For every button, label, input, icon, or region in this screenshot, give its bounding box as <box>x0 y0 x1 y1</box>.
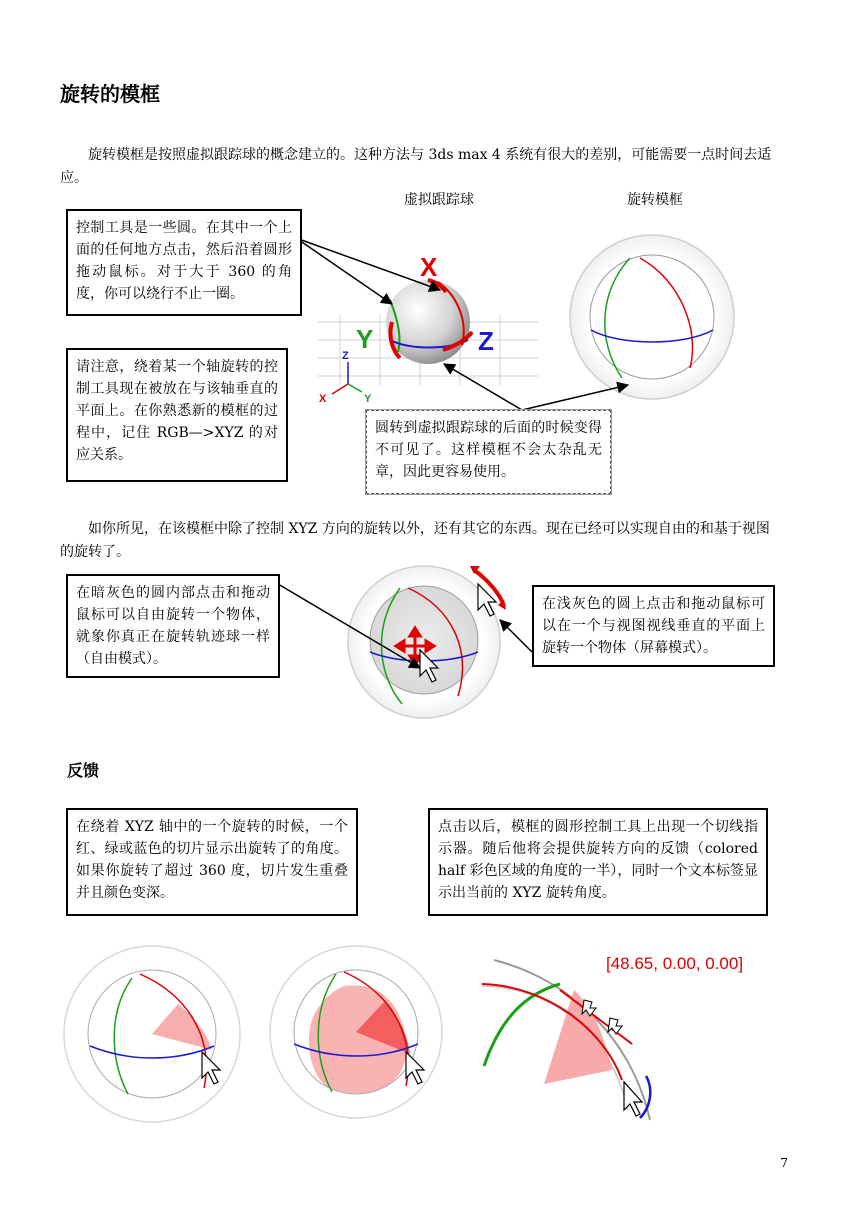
virtual-trackball <box>386 280 472 364</box>
modes-paragraph: 如你所见，在该模框中除了控制 XYZ 方向的旋转以外，还有其它的东西。现在已经可以实现自由的和基于视图的旋转了。 <box>60 521 770 560</box>
rotation-angle-label: [48.65, 0.00, 0.00] <box>606 954 744 973</box>
note-box-control-circles: 控制工具是一些圆。在其中一个上面的任何地方点击，然后沿着圆形拖动鼠标。对于大于 360 的角度，你可以绕行不止一圈。 <box>66 209 302 316</box>
note-box-free-mode: 在暗灰色的圆内部点击和拖动鼠标可以自由旋转一个物体，就象你真正在旋转轨迹球一样（自由模式）。 <box>66 574 280 678</box>
axis-tripod-icon <box>332 362 362 394</box>
tripod-label-x: X <box>319 393 327 405</box>
section-title-rotation-gizmo: 旋转的模框 <box>60 82 160 106</box>
caption-virtual-trackball: 虚拟跟踪球 <box>404 192 474 208</box>
feedback-slice-diagram-1 <box>64 946 240 1122</box>
axis-label-x: X <box>420 252 438 282</box>
note-box-screen-mode: 在浅灰色的圆上点击和拖动鼠标可以在一个与视图视线垂直的平面上旋转一个物体（屏幕模式）。 <box>532 585 775 667</box>
caption-rotation-gizmo: 旋转模框 <box>627 192 683 208</box>
intro-paragraph: 旋转模框是按照虚拟跟踪球的概念建立的。这种方法与 3ds max 4 系统有很大的差别，可能需要一点时间去适应。 <box>60 147 772 186</box>
feedback-slice-diagram-2 <box>270 946 442 1118</box>
note-box-axis-planes: 请注意，绕着某一个轴旋转的控制工具现在被放在与该轴垂直的平面上。在你熟悉新的模框的过程中，记住 RGB—>XYZ 的对应关系。 <box>66 348 288 482</box>
rotation-gizmo-diagram <box>570 235 734 399</box>
note-box-slice-feedback: 在绕着 XYZ 轴中的一个旋转的时候，一个红、绿或蓝色的切片显示出旋转了的角度。如果你旋转了超过 360 度，切片发生重叠并且颜色变深。 <box>66 808 358 916</box>
tripod-label-z: Z <box>342 350 349 362</box>
tripod-label-y: Y <box>364 393 372 405</box>
free-mode-gizmo-diagram <box>348 566 506 718</box>
page-number: 7 <box>780 1156 788 1170</box>
note-box-hidden-circles: 圆转到虚拟跟踪球的后面的时候变得不可见了。这样模框不会太杂乱无章，因此更容易使用。 <box>366 410 611 494</box>
section-title-feedback: 反馈 <box>67 761 100 780</box>
note-box-tangent-feedback: 点击以后，模框的圆形控制工具上出现一个切线指示器。随后他将会提供旋转方向的反馈（colored half 彩色区域的角度的一半），同时一个文本标签显示出当前的 XYZ 旋转角度。 <box>428 808 768 916</box>
feedback-tangent-diagram <box>482 960 650 1120</box>
axis-label-y: Y <box>356 324 374 354</box>
axis-label-z: Z <box>478 326 494 356</box>
